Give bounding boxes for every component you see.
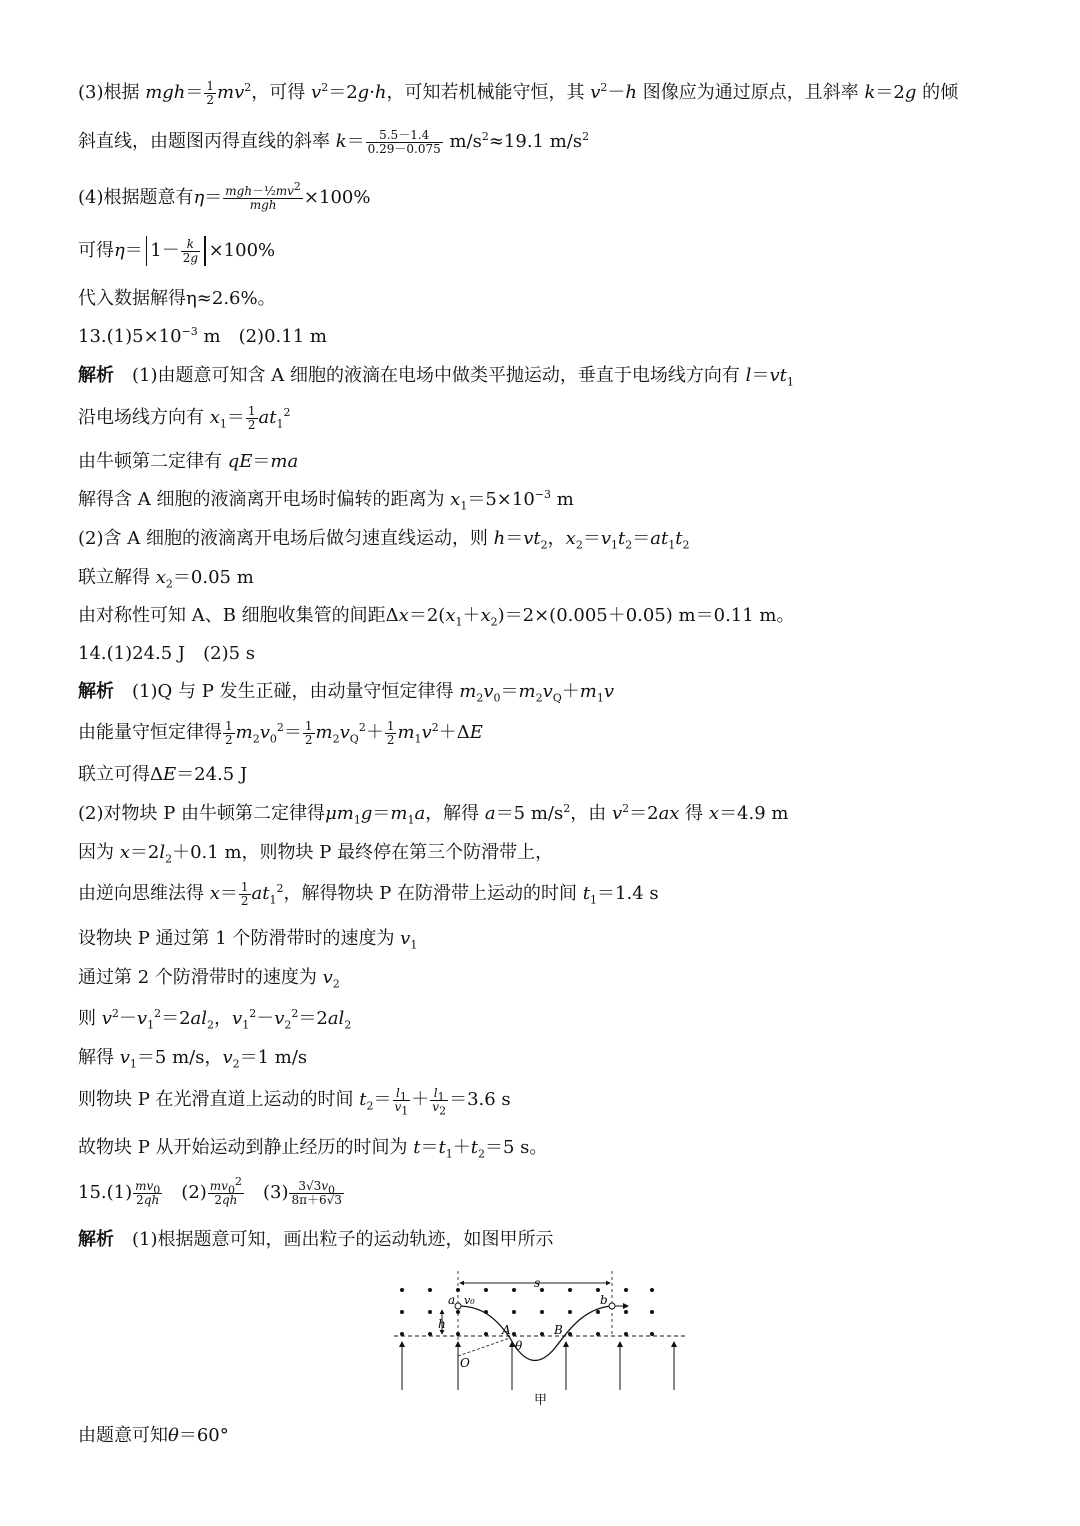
field-dot	[428, 1288, 432, 1292]
answer-line-13: $13.(1)5\times 10^{-3}$ m (2)0.11 m	[78, 325, 327, 347]
solution-line: (2)含 A 细胞的液滴离开电场后做匀速直线运动，则 $h=vt_2$，$x_2=v_1t_2=at_1t_2$	[78, 528, 690, 552]
solution-line: 解析 (1)由题意可知含 A 细胞的液滴在电场中做类平抛运动，垂直于电场线方向有 $l=vt_1$	[78, 365, 794, 389]
point-a	[455, 1303, 461, 1309]
label-theta: θ	[515, 1339, 523, 1353]
solution-line: (3)根据 mgh＝ $\frac{1}{2}$ $mv^2$，可得 $v^2=2g\cdot h$，可知若机械能守恒，其 $v^2-h$ 图像应为通过原点，且斜率 k＝2g 的倾	[78, 78, 959, 107]
field-dot	[428, 1332, 432, 1336]
solution-line: 设物块 P 通过第 1 个防滑带时的速度为 $v_1$	[78, 928, 418, 952]
field-dot	[540, 1332, 544, 1336]
solution-line: 由牛顿第二定律有 qE＝ma	[78, 451, 299, 472]
field-dot	[650, 1332, 654, 1336]
answer-line-15: 15.(1) $\frac{mv_0}{2qh}$ (2) $\frac{mv_0^2}{2qh}$ (3) $\frac{3√3v_0}{8\pi+6√3}$	[78, 1174, 342, 1207]
solution-line: (2)对物块 P 由牛顿第二定律得$\mu m_1g=m_1a$，解得 a＝5 $m/s^2$，由 $v^2=2ax$ 得 x＝4.9 m	[78, 802, 789, 827]
solution-line: 沿电场线方向有 $x_1=$ $\frac{1}{2}$ $at_1^2$	[78, 403, 291, 432]
field-dot	[650, 1310, 654, 1314]
field-dot	[512, 1288, 516, 1292]
answer-line-14: 14.(1)24.5 J (2)5 s	[78, 643, 256, 664]
solution-line: 由能量守恒定律得 $\frac{1}{2}$ $m_2v_0^2=$ $\frac{1}{2}$ $m_2v_Q^2+$ $\frac{1}{2}$ $m_1v^2+\Delta E$	[78, 718, 483, 747]
solution-line: 由对称性可知 A、B 细胞收集管的间距$\Delta x=2(x_1+x_2)=2\times(0.005+0.05)$ m＝0.11 m。	[78, 605, 795, 629]
solution-line: 解得 $v_1=5$ m/s，$v_2=1$ m/s	[78, 1047, 308, 1071]
solution-line: 联立可得ΔE＝24.5 J	[78, 764, 248, 785]
field-dot	[512, 1310, 516, 1314]
label-A: A	[502, 1323, 511, 1337]
label-O: O	[460, 1356, 470, 1370]
field-dot	[484, 1288, 488, 1292]
solution-line: 可得η＝ 1－ $\frac{k}{2g}$ ×100%	[78, 236, 276, 265]
solution-line: 斜直线，由题图丙得直线的斜率 k＝ $\frac{5.5-1.4}{0.29-0.075}$ $m/s^2\approx 19.1$ $m/s^2$	[78, 127, 590, 156]
field-dot	[624, 1332, 628, 1336]
field-dot	[650, 1288, 654, 1292]
particle-trajectory	[458, 1306, 612, 1360]
label-v0: v₀	[464, 1294, 475, 1307]
solution-line: 解得含 A 细胞的液滴离开电场时偏转的距离为 $x_1=5\times 10^{-3}$ m	[78, 488, 574, 513]
field-dot	[540, 1288, 544, 1292]
field-dot	[484, 1332, 488, 1336]
solution-line: (4)根据题意有η＝ $mgh-\frac{1}{2}mv^2$ mgh ×100%	[78, 179, 371, 212]
label-s: s	[534, 1276, 541, 1290]
electric-field-arrows	[402, 1342, 674, 1390]
field-dot	[624, 1288, 628, 1292]
field-dot	[568, 1310, 572, 1314]
field-dot	[596, 1310, 600, 1314]
label-h: h	[438, 1317, 446, 1331]
label-b: b	[600, 1293, 608, 1307]
field-dot	[512, 1332, 516, 1336]
solution-line: 因为 $x=2l_2+0.1$ m，则物块 P 最终停在第三个防滑带上，	[78, 842, 554, 866]
figure-caption: 甲	[534, 1393, 548, 1408]
solution-line: 解析 (1)Q 与 P 发生正碰，由动量守恒定律得 $m_2v_0=m_2v_Q+m_1v$	[78, 681, 615, 705]
field-dot	[568, 1332, 572, 1336]
solution-line: 故物块 P 从开始运动到静止经历的时间为 $t=t_1+t_2=5$ s。	[78, 1137, 548, 1161]
solution-line: 通过第 2 个防滑带时的速度为 $v_2$	[78, 967, 340, 991]
field-dot	[400, 1310, 404, 1314]
solution-line: 联立解得 $x_2=0.05$ m	[78, 567, 254, 591]
label-B: B	[554, 1323, 563, 1337]
solution-line: 代入数据解得η≈2.6%。	[78, 288, 276, 309]
solution-line: 则物块 P 在光滑直道上运动的时间 $t_2=$ $\frac{l_1}{v_1}$ ＋ $\frac{l_1}{v_2}$ ＝3.6 s	[78, 1085, 511, 1117]
field-dot	[596, 1332, 600, 1336]
point-b	[609, 1303, 615, 1309]
solution-line: 解析 (1)根据题意可知，画出粒子的运动轨迹，如图甲所示	[78, 1229, 554, 1250]
solution-line: 由逆向思维法得 x＝ $\frac{1}{2}$ $at_1^2$，解得物块 P 在防滑带上运动的时间 $t_1=1.4$ s	[78, 879, 659, 908]
field-dot	[400, 1332, 404, 1336]
field-dot	[596, 1288, 600, 1292]
solution-line: 则 $v^2-v_1^2=2al_2$，$v_1^2-v_2^2=2al_2$	[78, 1007, 352, 1032]
field-dot	[428, 1310, 432, 1314]
field-dot	[540, 1310, 544, 1314]
label-a: a	[448, 1293, 456, 1307]
radius-line	[458, 1338, 510, 1356]
field-dot	[568, 1288, 572, 1292]
trajectory-figure	[390, 1266, 690, 1416]
field-dot	[400, 1288, 404, 1292]
field-dot	[624, 1310, 628, 1314]
solution-line: 由题意可知θ＝60°	[78, 1425, 229, 1446]
